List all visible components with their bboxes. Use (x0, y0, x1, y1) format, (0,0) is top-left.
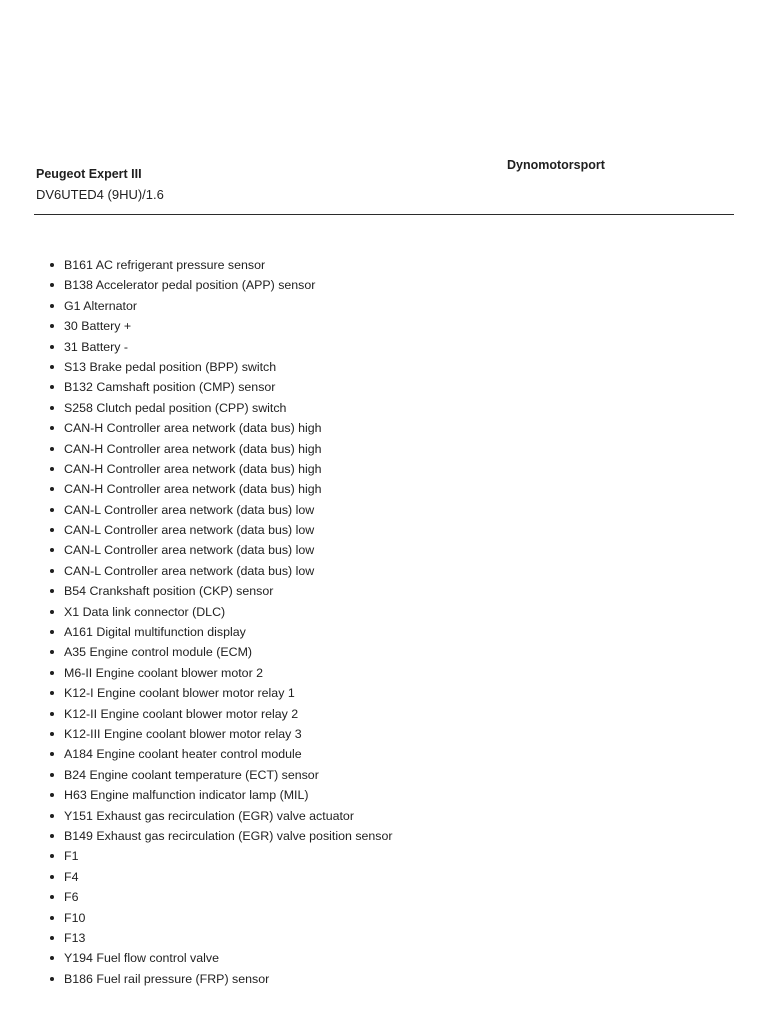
component-list-item (46, 276, 393, 296)
component-label: CAN-H Controller area network (data bus) high (64, 441, 322, 456)
component-list-item (46, 705, 393, 725)
bullet-icon (50, 630, 54, 634)
component-label: B24 Engine coolant temperature (ECT) sensor (64, 767, 319, 782)
component-list-item (46, 338, 393, 358)
bullet-icon (50, 304, 54, 308)
component-list-item (46, 603, 393, 623)
bullet-icon (50, 426, 54, 430)
component-label: F13 (64, 930, 86, 945)
component-list-item (46, 582, 393, 602)
engine-code: DV6UTED4 (9HU)/1.6 (36, 187, 164, 202)
bullet-icon (50, 528, 54, 532)
component-list-item (46, 256, 393, 276)
bullet-icon (50, 447, 54, 451)
component-label: B149 Exhaust gas recirculation (EGR) valve position sensor (64, 828, 393, 843)
bullet-icon (50, 569, 54, 573)
bullet-icon (50, 691, 54, 695)
component-list-item (46, 440, 393, 460)
bullet-icon (50, 671, 54, 675)
vehicle-title: Peugeot Expert III (36, 167, 142, 181)
component-label: G1 Alternator (64, 298, 138, 313)
component-label: B186 Fuel rail pressure (FRP) sensor (64, 971, 270, 986)
component-label: B54 Crankshaft position (CKP) sensor (64, 584, 274, 599)
component-label: F6 (64, 890, 79, 905)
component-label: 31 Battery - (64, 339, 129, 354)
component-label: 30 Battery + (64, 319, 132, 334)
bullet-icon (50, 589, 54, 593)
bullet-icon (50, 263, 54, 267)
component-list (46, 256, 393, 990)
bullet-icon (50, 283, 54, 287)
bullet-icon (50, 385, 54, 389)
component-list-item (46, 970, 393, 990)
component-label: B161 AC refrigerant pressure sensor (64, 258, 266, 272)
bullet-icon (50, 895, 54, 899)
component-label: A184 Engine coolant heater control module (64, 747, 302, 762)
brand-name: Dynomotorsport (507, 158, 605, 172)
bullet-icon (50, 345, 54, 349)
component-list-item (46, 888, 393, 908)
component-label: A161 Digital multifunction display (64, 625, 246, 640)
component-label: CAN-L Controller area network (data bus) low (64, 523, 315, 538)
component-label: K12-I Engine coolant blower motor relay 1 (64, 686, 295, 701)
component-list-item (46, 480, 393, 500)
component-list-item (46, 745, 393, 765)
bullet-icon (50, 610, 54, 614)
component-label: X1 Data link connector (DLC) (64, 604, 226, 619)
component-list-item (46, 827, 393, 847)
component-list-item (46, 929, 393, 949)
component-list-item (46, 297, 393, 317)
bullet-icon (50, 834, 54, 838)
component-label: Y194 Fuel flow control valve (64, 951, 219, 966)
bullet-icon (50, 793, 54, 797)
bullet-icon (50, 508, 54, 512)
component-list-item (46, 399, 393, 419)
component-label: F10 (64, 910, 86, 925)
bullet-icon (50, 875, 54, 879)
bullet-icon (50, 773, 54, 777)
component-label: S258 Clutch pedal position (CPP) switch (64, 400, 287, 415)
component-list-item (46, 807, 393, 827)
bullet-icon (50, 712, 54, 716)
component-list-item (46, 664, 393, 684)
component-label: M6-II Engine coolant blower motor 2 (64, 665, 264, 680)
bullet-icon (50, 854, 54, 858)
component-label: B138 Accelerator pedal position (APP) sensor (64, 278, 316, 293)
component-list-item (46, 562, 393, 582)
component-list-item (46, 623, 393, 643)
component-list-item (46, 419, 393, 439)
component-label: K12-III Engine coolant blower motor relay 3 (64, 726, 302, 741)
bullet-icon (50, 548, 54, 552)
component-list-item (46, 868, 393, 888)
bullet-icon (50, 956, 54, 960)
component-label: CAN-H Controller area network (data bus) high (64, 482, 322, 497)
bullet-icon (50, 650, 54, 654)
component-label: S13 Brake pedal position (BPP) switch (64, 359, 277, 374)
component-label: CAN-L Controller area network (data bus) low (64, 563, 315, 578)
component-list-item (46, 378, 393, 398)
component-list-item (46, 501, 393, 521)
bullet-icon (50, 487, 54, 491)
component-list-item (46, 766, 393, 786)
component-list-item (46, 643, 393, 663)
component-label: CAN-H Controller area network (data bus) high (64, 461, 322, 476)
bullet-icon (50, 406, 54, 410)
component-label: CAN-L Controller area network (data bus) low (64, 543, 315, 558)
component-label: Y151 Exhaust gas recirculation (EGR) valve actuator (64, 808, 354, 823)
component-list-item (46, 847, 393, 867)
component-list-item (46, 460, 393, 480)
bullet-icon (50, 732, 54, 736)
component-label: CAN-L Controller area network (data bus) low (64, 502, 315, 517)
component-list-item (46, 949, 393, 969)
bullet-icon (50, 814, 54, 818)
bullet-icon (50, 752, 54, 756)
component-list-item (46, 541, 393, 561)
component-label: A35 Engine control module (ECM) (64, 645, 253, 660)
component-label: B132 Camshaft position (CMP) sensor (64, 380, 276, 395)
bullet-icon (50, 936, 54, 940)
bullet-icon (50, 916, 54, 920)
bullet-icon (50, 324, 54, 328)
component-list-item (46, 684, 393, 704)
component-list-item (46, 317, 393, 337)
component-list-item (46, 521, 393, 541)
component-list-item (46, 909, 393, 929)
component-label: F4 (64, 869, 79, 884)
component-label: CAN-H Controller area network (data bus) high (64, 421, 322, 436)
header-divider (34, 214, 734, 215)
vehicle-info (36, 166, 164, 203)
component-list-item (46, 358, 393, 378)
component-list-item (46, 725, 393, 745)
bullet-icon (50, 365, 54, 369)
bullet-icon (50, 977, 54, 981)
component-label: F1 (64, 849, 79, 864)
component-list-item (46, 786, 393, 806)
component-label: K12-II Engine coolant blower motor relay 2 (64, 706, 299, 721)
bullet-icon (50, 467, 54, 471)
component-label: H63 Engine malfunction indicator lamp (MIL) (64, 788, 309, 803)
